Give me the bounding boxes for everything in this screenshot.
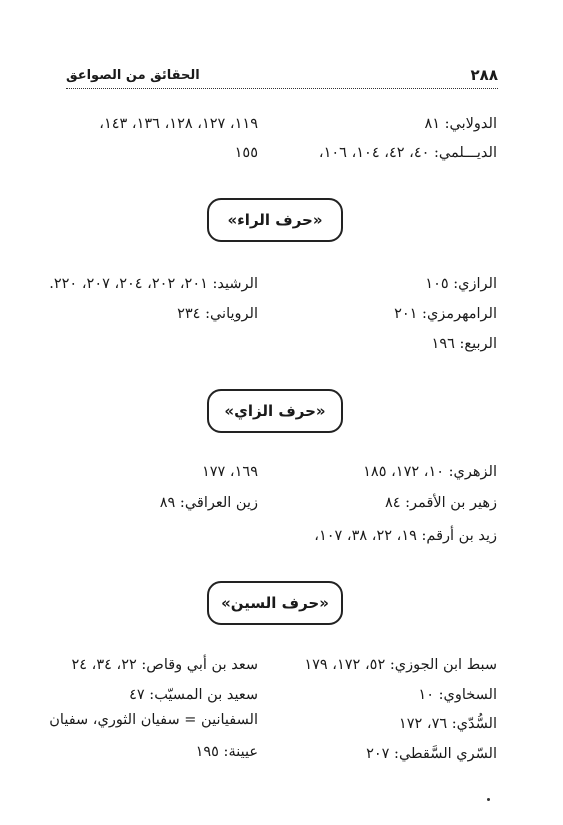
- index-entry: السفيانين = سفيان الثوري، سفيان: [49, 712, 258, 728]
- index-entry: عيينة: ١٩٥: [195, 744, 258, 760]
- index-entry: زين العراقي: ٨٩: [159, 495, 258, 511]
- index-entry: الدولابي: ٨١: [424, 116, 497, 132]
- section-title: «حرف الزاي»: [224, 402, 326, 420]
- book-title: الحقائق من الصواعق: [66, 68, 200, 83]
- running-header: [66, 66, 498, 89]
- index-entry: ١٥٥: [234, 145, 258, 161]
- index-entry: الديـــلمي: ٤٠، ٤٢، ١٠٤، ١٠٦،: [318, 145, 497, 161]
- index-entry: الرشيد: ٢٠١، ٢٠٢، ٢٠٤، ٢٠٧، ٢٢٠.: [49, 276, 258, 292]
- index-entry: السُّدّي: ٧٦، ١٧٢: [398, 716, 497, 732]
- index-entry: السخاوي: ١٠: [418, 687, 497, 703]
- index-entry: الروياني: ٢٣٤: [177, 306, 258, 322]
- page-number: ٢٨٨: [470, 66, 498, 84]
- section-heading-zay: [207, 389, 343, 433]
- index-entry: زهير بن الأقمر: ٨٤: [384, 495, 497, 511]
- index-entry: ١٦٩، ١٧٧: [201, 464, 258, 480]
- section-heading-seen: [207, 581, 343, 625]
- index-entry: الرازي: ١٠٥: [425, 276, 497, 292]
- section-heading-raa: [207, 198, 343, 242]
- index-entry: ١١٩، ١٢٧، ١٢٨، ١٣٦، ١٤٣،: [99, 116, 258, 132]
- index-entry: الربيع: ١٩٦: [431, 336, 497, 352]
- index-entry: الزهري: ١٠، ١٧٢، ١٨٥: [363, 464, 497, 480]
- index-entry: سعد بن أبي وقاص: ٢٢، ٣٤، ٢٤: [71, 657, 258, 673]
- index-entry: سعيد بن المسيّب: ٤٧: [129, 687, 258, 703]
- index-entry: سبط ابن الجوزي: ٥٢، ١٧٢، ١٧٩: [304, 657, 497, 673]
- index-entry: السّري السَّقطي: ٢٠٧: [366, 746, 497, 762]
- section-title: «حرف الراء»: [227, 211, 323, 229]
- print-mark: [487, 798, 490, 801]
- index-entry: زيد بن أرقم: ١٩، ٢٢، ٣٨، ١٠٧،: [314, 528, 497, 544]
- section-title: «حرف السين»: [221, 594, 329, 612]
- index-entry: الرامهرمزي: ٢٠١: [394, 306, 497, 322]
